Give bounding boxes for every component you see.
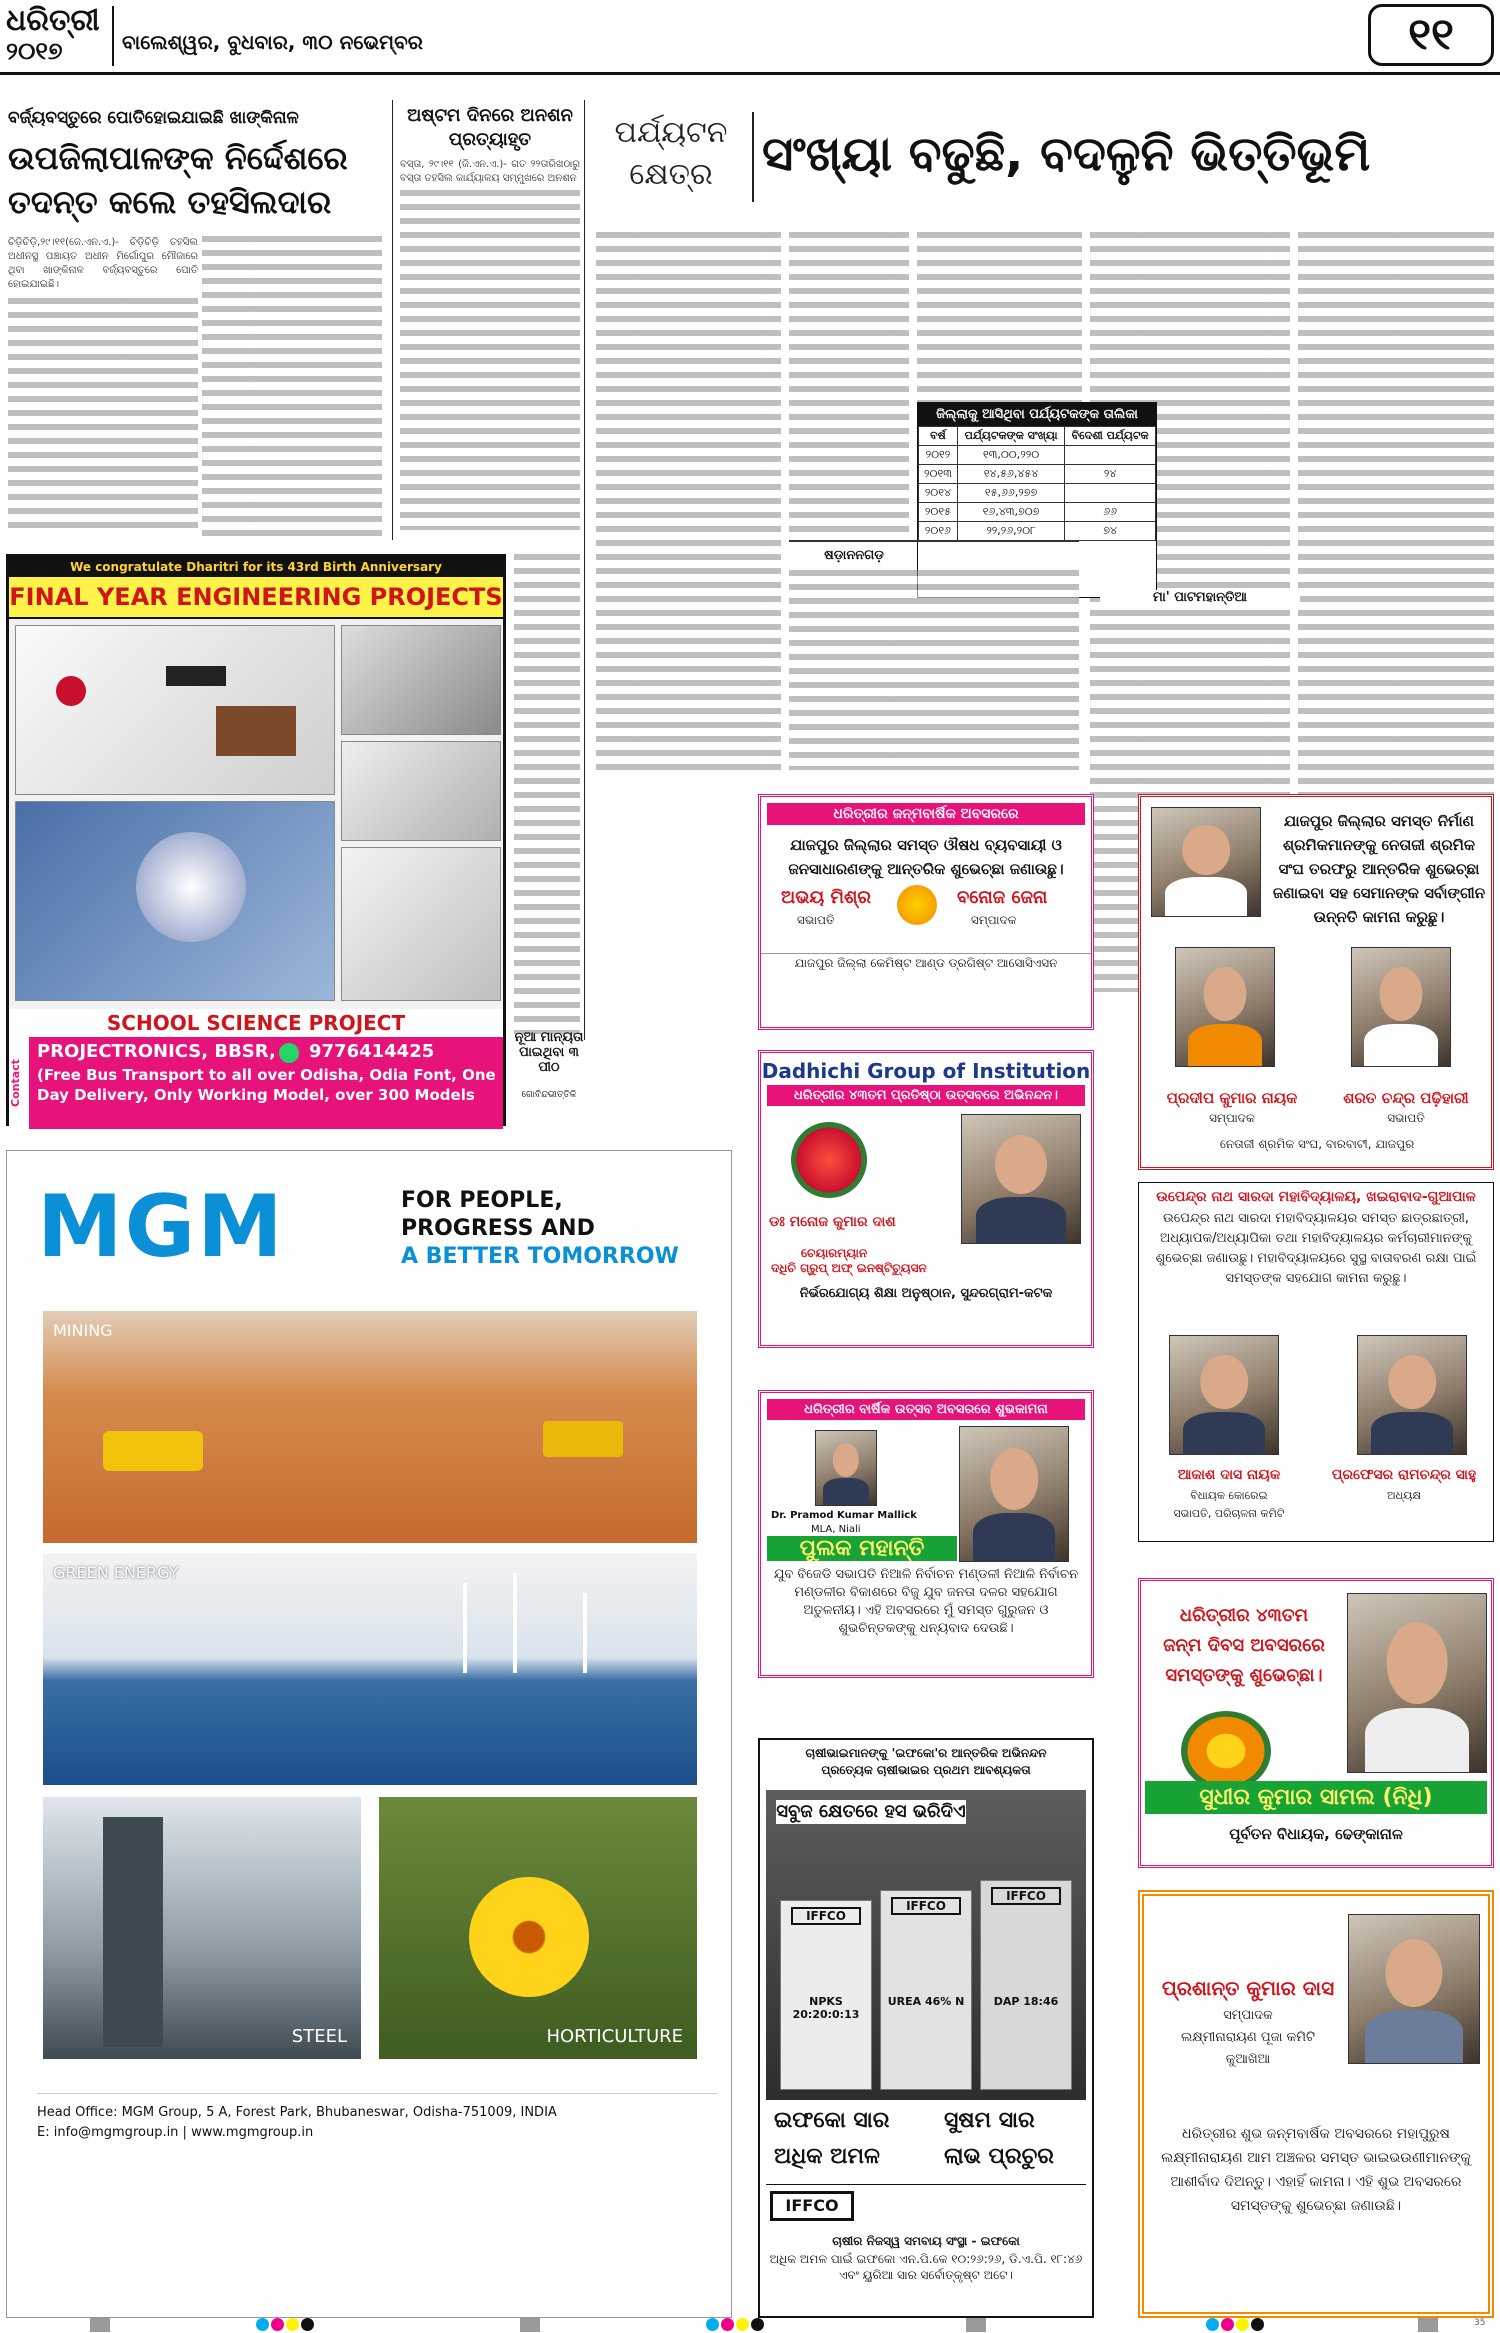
workers-role1: ସମ୍ପାଦକ [1209,1111,1255,1125]
iffco-top: ଚାଷୀଭାଇମାନଙ୍କୁ 'ଇଫକୋ'ର ଆନ୍ତରିକ ଅଭିନନ୍ଦନ [805,1746,1047,1760]
workers-name1: ପ୍ରଦୀପ କୁମାର ନାୟକ [1166,1089,1298,1107]
table-cell: ୨୦୧୨ [919,446,958,465]
story-headline[interactable]: ଉପଜିଲାପାଳଙ୍କ ନିର୍ଦ୍ଦେଶରେ ତଦନ୍ତ କଲେ ତହସିଲଦାର [8,139,348,221]
ad-contact-band [9,1037,503,1129]
tagline-2: PROGRESS AND [401,1216,595,1241]
ad-mgm[interactable] [6,1150,732,2318]
circuit-icon [216,706,296,756]
photo-label: STEEL [291,2026,347,2047]
mining-photo [43,1311,697,1543]
table-cell: ୭୪ [1065,522,1156,541]
tourism-headline[interactable]: ସଂଖ୍ୟା ବଢୁଛି, ବଦଳୁନି ଭିତ୍ତିଭୂମି [762,126,1371,182]
workers-role2: ସଭାପତି [1387,1111,1425,1125]
mgm-tagline [401,1187,679,1271]
college-name1: ଆକାଶ ଦାସ ନାୟକ [1177,1467,1281,1483]
dadhichi-body [761,1106,1091,1246]
iffco-photo [766,1790,1086,2100]
fertilizer-bag [980,1880,1072,2090]
chemist-role1: ସଭାପତି [797,913,835,927]
workers-name2: ଶରତ ଚନ୍ଦ୍ର ପଢ଼ିହାରୀ [1343,1089,1469,1107]
masthead-divider [112,6,114,66]
module-icon [166,666,226,686]
table-title: ଜିଲ୍ଲାକୁ ଆସିଥିବା ପର୍ଯ୍ୟଟକଙ୍କ ତାଲିକା [918,403,1156,426]
table-cell: ୨୨,୨୬,୨୦୮ [957,522,1064,541]
pulak-name: ପୁଲକ ମହାନ୍ତି [767,1536,957,1561]
fertilizer-bag [780,1900,872,2090]
contact-label: Contact [9,1037,29,1129]
dadhichi-line1: ଧରିତ୍ରୀର ୪୩ତମ ପ୍ରତିଷ୍ଠା ଉତ୍ସବରେ ଅଭିନନ୍ଦନ। [767,1085,1085,1106]
bag-label: NPKS 20:20:0:13 [792,1995,860,2021]
magenta-dot-icon [721,2318,734,2331]
dadhichi-footer: ନିର୍ଭରଯୋଗ୍ୟ ଶିକ୍ଷା ଅନୁଷ୍ଠାନ, ସୁନ୍ଦରଗ୍ରାମ-କଟକ [799,1286,1053,1301]
table-cell: ୨୦୧୬ [919,522,958,541]
color-dots [1206,2318,1266,2332]
table-header: ପର୍ଯ୍ୟଟକଙ୍କ ସଂଖ୍ୟା [957,427,1064,446]
story-kicker [8,108,388,128]
plasma-ball-icon [136,832,246,942]
ad-pulak[interactable] [758,1390,1094,1678]
steel-tower-icon [103,1817,163,2047]
steel-photo [43,1797,361,2059]
ad-college[interactable] [1138,1182,1494,1542]
ad-chemist[interactable] [758,794,1094,1030]
yellow-dot-icon [1236,2318,1249,2331]
story-lead: ଚିଡ଼ିଚିଡ଼ି,୨୯।୧୧(ଜେ.ଏନ.ଏ.)- ଚିଡ଼ିଚିଡ଼ି ତହସିଲ ଅଧୀନସ୍ଥ ପଞ୍ଚାୟତ ଅଧୀନ ମିର୍ଗୋପୁର ମୌଜାରେ ଥିବା ଖାଙ୍କିନାଳ ବର୍ଜ୍ୟବସ୍ତୁରେ ପୋତି ହୋଇଯାଇଛି। [8,237,198,290]
column-rule [392,100,393,540]
magenta-dot-icon [1221,2318,1234,2331]
logo-year: ୨୦୧୭ [6,37,63,65]
tourism-col-2 [789,232,909,532]
bag-brand: IFFCO [991,1887,1061,1905]
iffco-logo: IFFCO [770,2191,854,2221]
sudhir-role: ପୂର୍ବତନ ବିଧାୟକ, ଢେଙ୍କାନାଳ [1229,1825,1403,1843]
wind-turbine-icon [583,1593,587,1673]
college-role2: ଅଧ୍ୟକ୍ଷ [1386,1489,1422,1502]
flower-icon [469,1877,589,1997]
prashant-body: ଧରିତ୍ରୀର ଶୁଭ ଜନ୍ମବାର୍ଷିକ ଅବସରରେ ମହାପୁରୁଷ ଲକ୍ଷ୍ମୀନାରାୟଣ ଆମ ଅଞ୍ଚଳର ସମସ୍ତ ଭାଇଭଉଣୀମାନଙ୍କୁ ଆଶୀର୍ବାଦ ଦିଅନ୍ତୁ। ଏହାହିଁ କାମନା। ଏହି ଶୁଭ ଅବସରରେ ସମସ୍ତଙ୍କୁ ଶୁଭେଚ୍ଛା ଜଣାଉଛି। [1161,2126,1471,2214]
college-role1b: ସଭାପତି, ପରିଚାଳନା କମିଟି [1173,1507,1285,1520]
chemist-org: ଯାଜପୁର ଜିଲ୍ଲା କେମିଷ୍ଟ ଆଣ୍ଡ ଡ୍ରଗିଷ୍ଟ ଆସୋସିଏସନ [761,953,1091,971]
table-row [919,484,1156,503]
kicker-line-2: କ୍ଷେତ୍ର [629,157,713,192]
page-number: ୧୧ [1368,4,1494,66]
yellow-dot-icon [286,2318,299,2331]
table-cell [1065,446,1156,465]
fast-headline[interactable]: ଅଷ୍ଟମ ଦିନରେ ଅନଶନ ପ୍ରତ୍ୟାହୃତ [407,105,573,150]
table-header: ବର୍ଷ [919,427,958,446]
body-text-lines [400,190,580,530]
college-role1: ବିଧାୟକ କୋରେଇ [1190,1489,1268,1502]
college-body: ଉପେନ୍ଦ୍ର ନାଥ ସାରଦା ମହାବିଦ୍ୟାଳୟର ସମସ୍ତ ଛାତ୍ରଛାତ୍ରୀ, ଅଧ୍ୟାପକ/ଅଧ୍ୟାପିକା ତଥା ମହାବିଦ୍ୟାଳୟର କର୍ମଚାରୀମାନଙ୍କୁ ଶୁଭେଚ୍ଛା ଜଣାଉଛୁ। ମହାବିଦ୍ୟାଳୟରେ ସୁସ୍ଥ ବାତାବରଣ ରକ୍ଷା ପାଇଁ ସମସ୍ତଙ୍କ ସହଯୋଗ କାମନା କରୁଛୁ। [1155,1211,1477,1286]
dadhichi-name: ଡଃ ମନୋଜ କୁମାର ଦାଶ [769,1214,896,1230]
workers-body: ଯାଜପୁର ଜିଲ୍ଲାର ସମସ୍ତ ନିର୍ମାଣ ଶ୍ରମିକମାନଙ୍କୁ ନେତାଜୀ ଶ୍ରମିକ ସଂଘ ତରଫରୁ ଆନ୍ତରିକ ଶୁଭେଚ୍ଛା ଜଣାଇବା ସହ ସେମାନଙ୍କ ସର୍ବାଙ୍ଗୀନ ଉନ୍ନତି କାମନା କରୁଛୁ। [1272,812,1486,926]
prashant-org1: ଲକ୍ଷ୍ମୀନାରାୟଣ ପୂଜା କମିଟି [1181,2030,1315,2045]
dadhichi-role: ଚେୟାରମ୍ୟାନ [801,1246,868,1260]
ad-sudhir[interactable] [1138,1578,1494,1868]
fast-body [400,158,580,546]
chemist-role2: ସମ୍ପାଦକ [971,913,1017,927]
signatory-photo-1 [1175,947,1275,1067]
table-cell [1065,484,1156,503]
project-photos [9,619,503,1009]
ad-engineering[interactable] [6,554,506,1126]
registration-bar [520,2318,540,2332]
tagline-3: A BETTER TOMORROW [401,1244,679,1269]
chemist-line1: ଧରିତ୍ରୀର ଜନ୍ମବାର୍ଷିକ ଅବସରରେ [767,803,1085,825]
fertilizer-bag [880,1890,972,2090]
horticulture-photo [379,1797,697,2059]
sudhir-line1: ଧରିତ୍ରୀର ୪୩ତମ [1179,1605,1309,1626]
signatory-photo-2 [1351,947,1451,1067]
ad-title: FINAL YEAR ENGINEERING PROJECTS [9,577,503,619]
ad-prashant[interactable] [1138,1890,1494,2318]
ad-details: (Free Bus Transport to all over Odisha, Odia Font, One Day Delivery, Only Working Model, over 300 Models [37,1066,496,1104]
pulak-photo [959,1426,1069,1562]
chairman-photo [961,1114,1081,1244]
flower-icon [1181,1711,1271,1791]
table-cell: ୬୬ [1065,503,1156,522]
mla-name: Dr. Pramod Kumar Mallick [771,1510,917,1521]
tourist-table-grid [918,426,1156,541]
iffco-banner: ସବୁଜ କ୍ଷେତରେ ହସ ଭରିଦିଏ [776,1801,966,1822]
sudhir-photo [1347,1593,1487,1773]
kicker-divider [752,112,754,202]
pulak-body: ଯୁବ ବିଜେଡି ସଭାପତି ନିଆଳି ନିର୍ବାଚନ ମଣ୍ଡଳୀ ନିଆଳି ନିର୍ବାଚନ ମଣ୍ଡଳୀର ବିକାଶରେ ବିଜୁ ଯୁବ ଜନତା ଦଳର ସହଯୋଗ ଅତୁଳନୀୟ। ଏହି ଅବସରରେ ମୁଁ ସମସ୍ତ ଗୁରୁଜନ ଓ ଶୁଭଚିନ୍ତକଙ୍କୁ ଧନ୍ୟବାଦ ଦେଉଛି। [773,1567,1079,1636]
black-dot-icon [751,2318,764,2331]
logo-title: ଧରିତ୍ରୀ [6,3,100,38]
table-row [919,446,1156,465]
photo-label: GREEN ENERGY [53,1563,179,1582]
story-continued [514,554,580,1034]
truck-icon [543,1421,623,1457]
dadhichi-title: Dadhichi Group of Institution [761,1059,1091,1083]
bag-label: DAP 18:46 [993,1995,1059,2008]
college-name2: ପ୍ରଫେସର ରାମଚନ୍ଦ୍ର ସାହୁ [1331,1467,1477,1483]
ad-subtitle: SCHOOL SCIENCE PROJECT [106,1011,406,1035]
iffco-slogans [760,2100,1092,2184]
workers-org: ନେତାଜୀ ଶ୍ରମିକ ସଂଘ, ବାରବାଟୀ, ଯାଜପୁର [1219,1137,1415,1151]
table-row [919,522,1156,541]
cyan-dot-icon [706,2318,719,2331]
chemist-name2: ବନୋଜ ଜେନା [957,887,1048,908]
table-cell: ୨୦୧୩ [919,465,958,484]
black-dot-icon [301,2318,314,2331]
table-cell: ୨୪ [1065,465,1156,484]
slogan-right-1: ସୁଷମ ସାର [944,2108,1035,2133]
mgm-address: Head Office: MGM Group, 5 A, Forest Park, Bhubaneswar, Odisha-751009, INDIA [37,2105,557,2120]
project-photo [341,741,501,841]
sudhir-line3: ସମସ୍ତଙ୍କୁ ଶୁଭେଚ୍ଛା। [1165,1665,1323,1686]
photo-label: HORTICULTURE [546,2026,683,2047]
chemist-name1: ଅଭୟ ମିଶ୍ର [781,887,871,908]
slogan-left-1: ଇଫକୋ ସାର [774,2108,890,2133]
sudhir-line2: ଜନ୍ମ ଦିବସ ଅବସରରେ [1163,1635,1325,1656]
yellow-dot-icon [736,2318,749,2331]
subhead-1: ଷଡ଼ାନନଗଡ଼ [824,548,884,563]
dateline: ବାଲେଶ୍ୱର, ବୁଧବାର, ୩୦ ନଭେମ୍ବର [122,30,423,54]
tourist-table [917,402,1157,598]
tagline-1: FOR PEOPLE, [401,1188,563,1213]
tourism-kicker [596,112,746,196]
black-dot-icon [1251,2318,1264,2331]
kicker-line-1: ପର୍ଯ୍ୟଟନ [614,115,728,150]
wind-turbine-icon [513,1573,517,1673]
section-rule [789,540,1079,542]
table-cell: ୧୩,୦୦,୨୨୦ [957,446,1064,465]
color-dots [256,2318,316,2332]
registration-bar [966,2318,986,2332]
ad-dadhichi[interactable] [758,1050,1094,1348]
column-rule [584,100,585,1040]
body-text-lines [202,236,382,536]
company-name: PROJECTRONICS, BBSR, [37,1041,276,1062]
pulak-line1: ଧରିତ୍ରୀର ବାର୍ଷିକ ଉତ୍ସବ ଅବସରରେ ଶୁଭକାମନା [767,1399,1085,1420]
mgm-logo: MGM [37,1177,285,1277]
sudhir-greeting [1149,1601,1339,1691]
excavator-icon [103,1431,203,1471]
table-row [919,503,1156,522]
bag-brand: IFFCO [891,1897,961,1915]
subhead-2-label: ମା' ପାଟମହାନ୍ତିଆ [1100,590,1300,605]
page-code: 35 [1474,2318,1486,2328]
table-cell: ୧୬,୪୩,୭୦୭ [957,503,1064,522]
project-photo [15,625,335,795]
college-photo-1 [1169,1335,1279,1455]
mgm-contact[interactable]: E: info@mgmgroup.in | www.mgmgroup.in [37,2125,314,2140]
ad-congrats: We congratulate Dharitri for its 43rd Birth Anniversary [9,557,503,577]
table-row [919,465,1156,484]
ad-workers[interactable] [1138,794,1494,1170]
project-photo [15,801,335,1001]
pulak-photos [761,1426,1091,1562]
table-cell: ୨୦୧୪ [919,484,958,503]
project-photo [341,847,501,1001]
story-body-col2 [202,236,382,536]
cyan-dot-icon [256,2318,269,2331]
slogan-left-2: ଅଧିକ ଅମଳ [774,2144,880,2169]
registration-bar [90,2318,110,2332]
small-story-headline[interactable]: ନୂଆ ମାନ୍ୟତା ପାଇଥିବା ୩ ପୀଠ [514,1030,584,1075]
table-cell: ୨୦୧୫ [919,503,958,522]
bag-label: UREA 46% N [887,1995,965,2008]
magenta-dot-icon [271,2318,284,2331]
small-story-sub: ଗୋବିନ୍ଦଭୀତ୍ତିକି [521,1090,577,1100]
phone-number[interactable]: 9776414425 [309,1041,435,1062]
iffco-footer1: ଚାଷୀର ନିଜସ୍ୱ ସମବାୟ ସଂସ୍ଥା - ଇଫକୋ [832,2234,1020,2248]
ad-iffco[interactable] [758,1738,1094,2318]
bag-brand: IFFCO [791,1907,861,1925]
green-energy-photo [43,1553,697,1785]
prashant-photo [1348,1914,1480,2064]
table-cell: ୧୫,୬୬,୨୭୭ [957,484,1064,503]
story-body-col1 [8,236,198,536]
prashant-role: ସମ୍ପାଦକ [1223,2008,1273,2023]
registration-bar [1418,2318,1438,2332]
college-photo-2 [1357,1335,1467,1455]
cyan-dot-icon [1206,2318,1219,2331]
photo-label: MINING [53,1321,113,1340]
masthead-rule [0,72,1500,75]
whatsapp-icon [279,1043,299,1063]
led-icon [56,676,86,706]
kicker-text: ବର୍ଜ୍ୟବସ୍ତୁରେ ପୋତିହୋଇଯାଇଛି ଖାଙ୍କିନାଳ [8,108,299,128]
iffco-logo-row [766,2184,1086,2224]
sudhir-name: ସୁଧୀର କୁମାର ସାମଲ (ନିଧି) [1145,1781,1487,1814]
footer-rule [37,2093,717,2094]
college-title: ଉପେନ୍ଦ୍ର ନାଥ ସାରଦା ମହାବିଦ୍ୟାଳୟ, ଖଇରାବାଦ-ଗୁଆପାଳ [1156,1189,1476,1205]
dadhichi-org: ଦଧିଚି ଗ୍ରୁପ୍ ଅଫ୍ ଇନଷ୍ଟିଚ୍ୟୁସନ [771,1261,927,1275]
wind-turbine-icon [463,1583,467,1673]
prashant-name: ପ୍ରଶାନ୍ତ କୁମାର ଦାସ [1161,1976,1335,2000]
table-cell: ୧୪,୫୬,୪୫୪ [957,465,1064,484]
table-header: ବିଦେଶୀ ପର୍ଯ୍ୟଟକ [1065,427,1156,446]
prashant-org2: କୁଆଖିଆ [1225,2052,1271,2067]
chemist-signatories [761,883,1091,953]
tourism-col-2b [789,570,1079,770]
bouquet-icon [791,1122,867,1198]
slogan-right-2: ଲାଭ ପ୍ରଚୁର [944,2144,1054,2169]
project-photo [341,625,501,735]
iffco-footer2: ଅଧିକ ଅମଳ ପାଇଁ ଇଫକୋ ଏନ.ପି.କେ ୧୦:୨୬:୨୬, ଡି.ଏ.ପି. ୧୮:୪୬ ଏବଂ ୟୁରିଆ ସାର ସର୍ବୋତ୍କୃଷ୍ଟ ଅଟେ। [769,2252,1083,2282]
chemist-line2: ଯାଜପୁର ଜିଲ୍ଲାର ସମସ୍ତ ଔଷଧ ବ୍ୟବସାୟୀ ଓ ଜନସାଧାରଣଙ୍କୁ ଆନ୍ତରିକ ଶୁଭେଚ୍ଛା ଜଣାଉଛୁ। [788,836,1064,878]
leader-photo [1151,807,1261,917]
dharitri-logo [6,4,106,68]
mla-photo [815,1430,877,1506]
mla-role: MLA, Niali [811,1524,861,1535]
body-text-lines [8,298,198,536]
flowers-icon [897,885,937,925]
fast-lead: ବସ୍ତା, ୨୯।୧୧ (ଜି.ଏନ.ଏ.)- ଗତ ୨୨ତାରିଖଠାରୁ ବସ୍ତା ତହସିଲ କାର୍ଯ୍ୟାଳୟ ସମ୍ମୁଖରେ ଅନଶନ [400,159,580,184]
color-dots [706,2318,766,2332]
iffco-sub: ପ୍ରତ୍ୟେକ ଚାଷୀଭାଇର ପ୍ରଥମ ଆବଶ୍ୟକତା [821,1763,1031,1777]
tourism-col-1 [596,232,781,772]
